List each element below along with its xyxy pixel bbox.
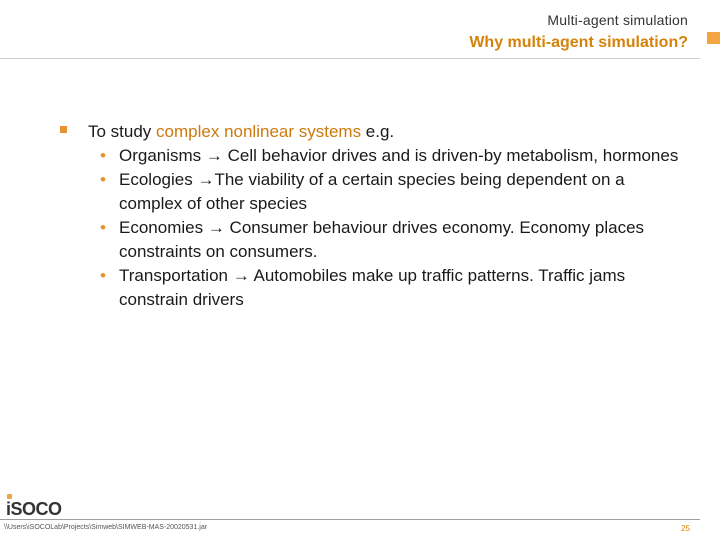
sub-bullet-item [92,168,680,216]
page-number: 25 [681,524,690,533]
sub-bullet-term: Transportation [119,266,233,285]
bullet-dot-icon: • [100,170,106,189]
main-bullet-highlight: complex nonlinear systems [156,122,362,141]
main-bullet-suffix: e.g. [361,122,395,141]
square-bullet-icon [60,126,68,134]
header-subtitle: Multi-agent simulation [547,12,688,28]
main-bullet-prefix: To study [88,122,157,141]
sub-bullet-item [92,216,680,264]
footer-file-path: \\Users\iSOCOLab\Projects\Simweb\SIMWEB-MAS-20020531.jar [4,524,208,531]
sub-bullet-term: Organisms [119,146,206,165]
isoco-logo [6,499,62,520]
sub-bullet-term: Ecologies [119,170,198,189]
arrow-icon: → [207,218,225,237]
footer-rule [0,519,700,520]
logo-dot-mark [7,494,12,499]
sub-bullet-text: The viability of a certain species being dependent on a complex of other species [119,170,625,213]
arrow-icon: → [205,146,223,165]
sub-bullet-text: Cell behavior drives and is driven-by metabolism, hormones [222,146,679,165]
arrow-icon: → [232,266,250,285]
bullet-dot-icon: • [100,266,106,285]
main-bullet [60,120,680,144]
title-accent-square [707,32,720,44]
slide-title: Why multi-agent simulation? [469,34,688,51]
logo-text: iSOCO [6,499,62,519]
sub-bullet-item [92,144,680,168]
sub-bullet-text: Consumer behaviour drives economy. Economy places constraints on consumers. [119,218,645,261]
sub-bullet-text: Automobiles make up traffic patterns. Traffic jams constrain drivers [119,266,626,309]
header-rule [0,58,700,59]
sub-bullet-term: Economies [119,218,208,237]
slide-content [60,120,680,312]
arrow-icon: → [197,170,215,189]
bullet-dot-icon: • [100,146,106,165]
sub-bullet-list [60,144,680,312]
bullet-dot-icon: • [100,218,106,237]
sub-bullet-item [92,264,680,312]
